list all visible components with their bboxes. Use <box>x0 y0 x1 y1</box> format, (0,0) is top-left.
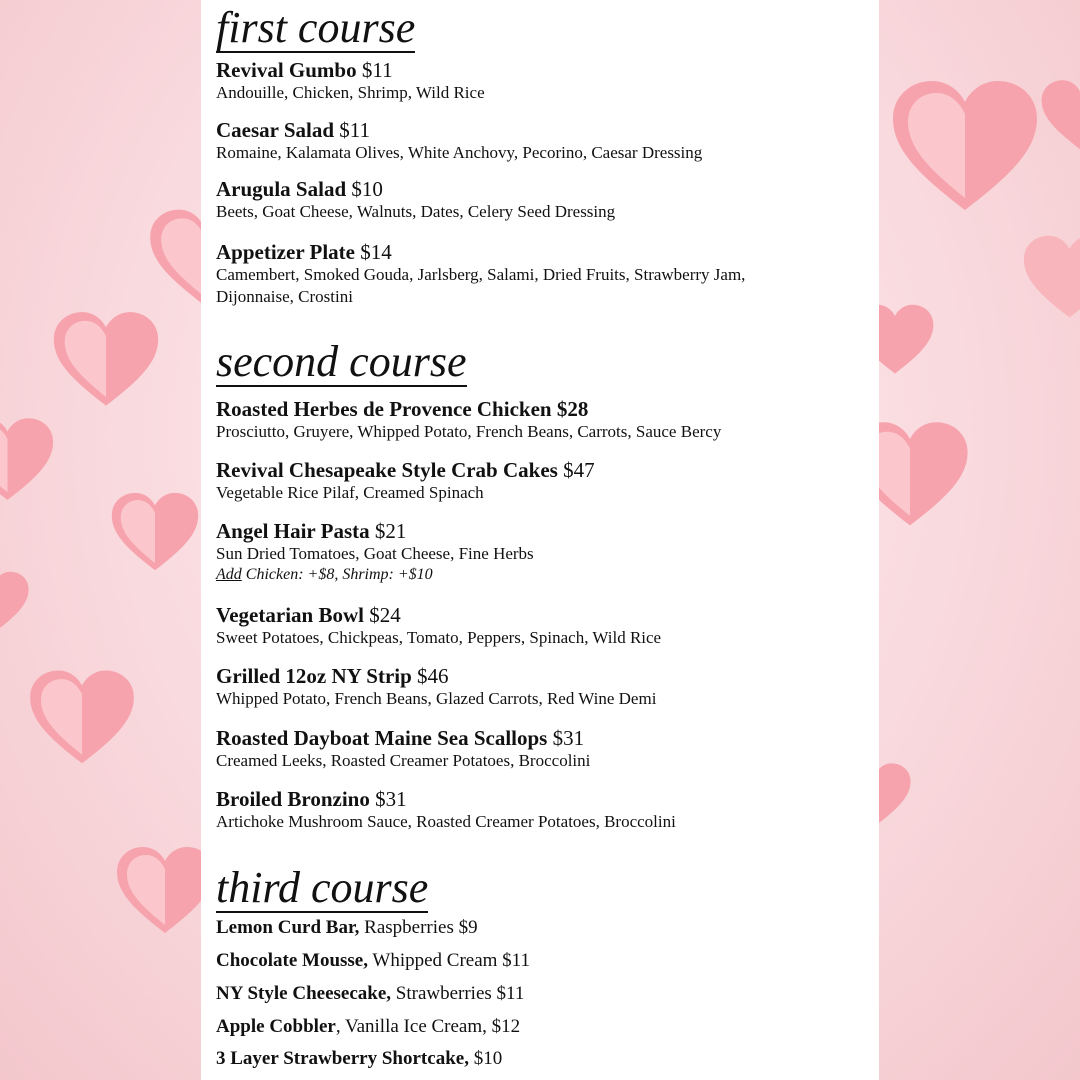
item-description: Sweet Potatoes, Chickpeas, Tomato, Peppers, Spinach, Wild Rice <box>216 628 662 647</box>
item-name: Chocolate Mousse, <box>216 950 368 971</box>
menu-item <box>216 177 866 223</box>
item-description: Camembert, Smoked Gouda, Jarlsberg, Salami, Dried Fruits, Strawberry Jam, Dijonnaise, Crostini <box>216 265 746 306</box>
item-name: Angel Hair Pasta <box>216 519 370 543</box>
item-name: NY Style Cheesecake, <box>216 983 392 1004</box>
paper-heart-icon <box>0 560 30 645</box>
item-description: Sun Dried Tomatoes, Goat Cheese, Fine Herbs <box>216 544 534 563</box>
item-description: Beets, Goat Cheese, Walnuts, Dates, Celery Seed Dressing <box>216 202 616 221</box>
addon-text: Chicken: +$8, Shrimp: +$10 <box>241 566 433 583</box>
item-description: Andouille, Chicken, Shrimp, Wild Rice <box>216 83 485 102</box>
paper-heart-icon <box>28 668 136 768</box>
menu-item <box>216 458 866 504</box>
paper-heart-icon <box>1022 230 1080 325</box>
item-price: $10 <box>346 177 383 201</box>
item-description: Vegetable Rice Pilaf, Creamed Spinach <box>216 483 484 502</box>
second-course-title: second course <box>216 337 467 386</box>
item-detail: , Vanilla Ice Cream, $12 <box>335 1016 521 1037</box>
item-price: $47 <box>557 458 595 482</box>
item-price: $11 <box>356 58 393 82</box>
menu-panel <box>201 0 879 1080</box>
item-name: Roasted Dayboat Maine Sea Scallops <box>216 726 548 750</box>
item-description: Whipped Potato, French Beans, Glazed Carrots, Red Wine Demi <box>216 689 657 708</box>
paper-heart-icon <box>115 826 215 956</box>
item-detail: Raspberries $9 <box>359 917 478 938</box>
item-name: Revival Chesapeake Style Crab Cakes <box>216 458 558 482</box>
menu-item <box>216 58 866 104</box>
third-course-title: third course <box>216 863 429 912</box>
dessert-item <box>216 949 530 973</box>
item-name: 3 Layer Strawberry Shortcake, <box>216 1048 469 1069</box>
item-detail: Whipped Cream $11 <box>367 950 530 971</box>
item-name: Grilled 12oz NY Strip <box>216 664 412 688</box>
item-name: Arugula Salad <box>216 177 347 201</box>
item-addon <box>216 565 866 585</box>
item-price: $11 <box>334 118 371 142</box>
menu-item <box>216 787 866 833</box>
item-name: Caesar Salad <box>216 118 335 142</box>
paper-heart-icon <box>50 310 162 410</box>
first-course-title: first course <box>216 3 416 52</box>
item-detail: Strawberries $11 <box>391 983 525 1004</box>
addon-label: Add <box>216 566 242 583</box>
item-name: Apple Cobbler <box>216 1016 336 1037</box>
menu-item <box>216 603 866 649</box>
menu-item <box>216 397 866 443</box>
item-name: Revival Gumbo <box>216 58 357 82</box>
dessert-item <box>216 1015 520 1039</box>
menu-item <box>216 519 866 585</box>
dessert-item <box>216 916 478 940</box>
menu-item <box>216 240 816 308</box>
dessert-item <box>216 1047 502 1071</box>
item-name: Roasted Herbes de Provence Chicken $28 <box>216 397 589 421</box>
item-price: $31 <box>547 726 585 750</box>
item-price: $46 <box>411 664 449 688</box>
paper-heart-icon <box>0 400 55 520</box>
item-price: $31 <box>369 787 407 811</box>
item-name: Appetizer Plate <box>216 240 355 264</box>
item-price: $21 <box>369 519 407 543</box>
item-name: Lemon Curd Bar, <box>216 917 360 938</box>
menu-item <box>216 726 866 772</box>
paper-heart-icon <box>890 72 1040 222</box>
item-description: Artichoke Mushroom Sauce, Roasted Creamer Potatoes, Broccolini <box>216 812 676 831</box>
item-price: $24 <box>363 603 401 627</box>
item-detail: $10 <box>468 1048 503 1069</box>
item-description: Romaine, Kalamata Olives, White Anchovy, Pecorino, Caesar Dressing <box>216 143 703 162</box>
item-description: Prosciutto, Gruyere, Whipped Potato, French Beans, Carrots, Sauce Bercy <box>216 422 722 441</box>
item-name: Vegetarian Bowl <box>216 603 364 627</box>
menu-item <box>216 118 866 164</box>
menu-item <box>216 664 866 710</box>
item-description: Creamed Leeks, Roasted Creamer Potatoes, Broccolini <box>216 751 591 770</box>
paper-heart-icon <box>1040 78 1080 153</box>
item-name: Broiled Bronzino <box>216 787 370 811</box>
dessert-item <box>216 982 524 1006</box>
item-price: $14 <box>354 240 392 264</box>
paper-heart-icon <box>110 480 200 585</box>
